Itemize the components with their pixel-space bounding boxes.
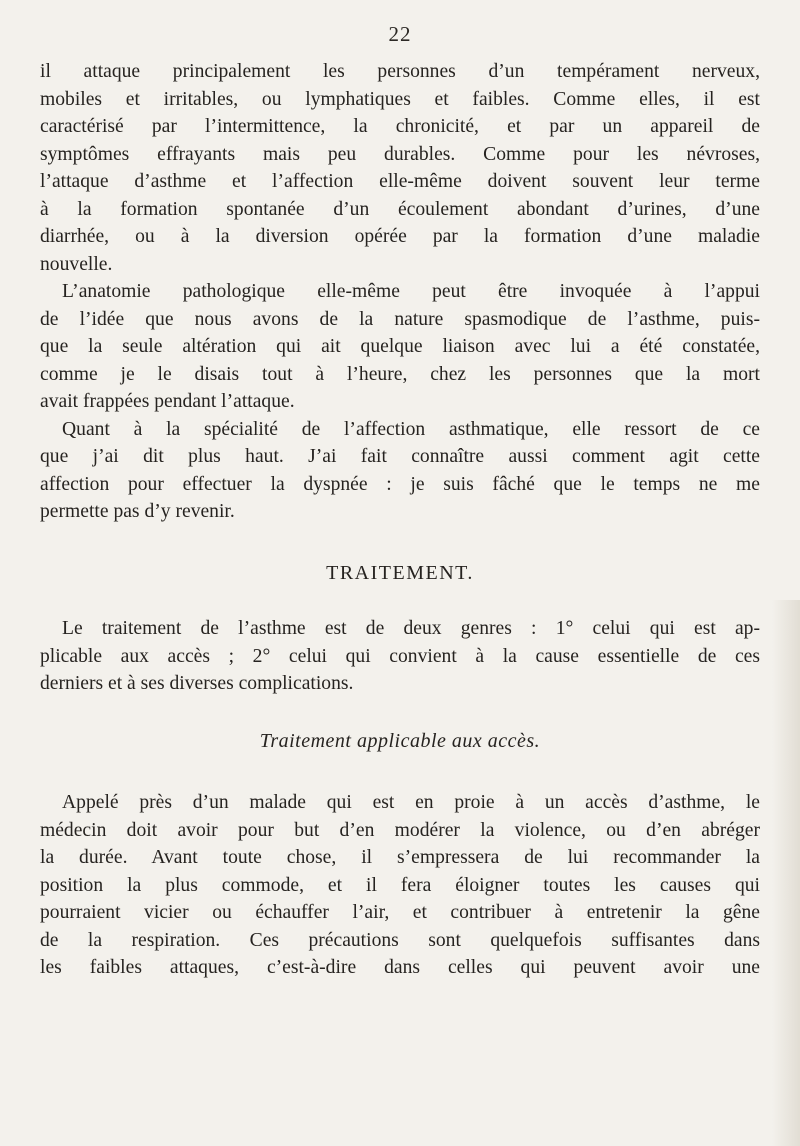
text-line: l’attaque d’asthme et l’affection elle-même doivent souvent leur terme [40,171,760,192]
section-subheading: Traitement applicable aux accès. [259,729,541,752]
text-line: L’anatomie pathologique elle-même peut être invoquée à l’appui [62,281,760,302]
text-line: il attaque principalement les personnes d’un tempérament nerveux, [40,61,760,82]
text-line: position la plus commode, et il fera éloigner toutes les causes qui [40,874,760,896]
text-line: derniers et à ses diverses complications. [40,673,354,694]
text-line: affection pour effectuer la dyspnée : je suis fâché que le temps ne me [40,473,760,495]
paragraph-3 [40,416,760,526]
section-heading: TRAITEMENT. [326,561,474,584]
text-line: la durée. Avant toute chose, il s’empressera de lui recommander la [40,847,760,868]
text-line: les faibles attaques, c’est-à-dire dans celles qui peuvent avoir une [40,957,760,978]
text-line: nouvelle. [40,253,113,275]
text-line: médecin doit avoir pour but d’en modérer la violence, ou d’en abréger [40,819,760,841]
text-line: de l’idée que nous avons de la nature spasmodique de l’asthme, puis- [40,308,760,330]
text-line: avait frappées pendant l’attaque. [40,391,295,412]
text-line: Appelé près d’un malade qui est en proie à un accès d’asthme, le [62,792,760,813]
text-line: de la respiration. Ces précautions sont quelquefois suffisantes dans [40,929,760,951]
text-line: que la seule altération qui ait quelque liaison avec lui a été constatée, [40,336,760,357]
paragraph-2 [40,278,760,416]
text-line: que j’ai dit plus haut. J’ai fait connaître aussi comment agit cette [40,446,760,467]
paragraph-4 [40,615,760,698]
text-line: Quant à la spécialité de l’affection asthmatique, elle ressort de ce [62,418,760,440]
paragraph-1 [40,58,760,278]
page-number: 22 [388,22,412,46]
text-line: pourraient vicier ou échauffer l’air, et contribuer à entretenir la gêne [40,902,760,923]
text-line: plicable aux accès ; 2° celui qui convient à la cause essentielle de ces [40,645,760,667]
text-line: caractérisé par l’intermittence, la chronicité, et par un appareil de [40,116,760,137]
text-line: diarrhée, ou à la diversion opérée par la formation d’une maladie [40,226,760,247]
text-line: à la formation spontanée d’un écoulement abondant d’urines, d’une [40,198,760,220]
text-line: permette pas d’y revenir. [40,501,235,522]
text-line: symptômes effrayants mais peu durables. Comme pour les névroses, [40,143,760,165]
text-line: comme je le disais tout à l’heure, chez les personnes que la mort [40,363,760,385]
paragraph-5 [40,789,760,982]
page-edge-shadow [772,600,800,1146]
text-line: mobiles et irritables, ou lymphatiques et faibles. Comme elles, il est [40,88,760,110]
text-line: Le traitement de l’asthme est de deux genres : 1° celui qui est ap- [62,618,760,639]
page-body [40,58,760,982]
